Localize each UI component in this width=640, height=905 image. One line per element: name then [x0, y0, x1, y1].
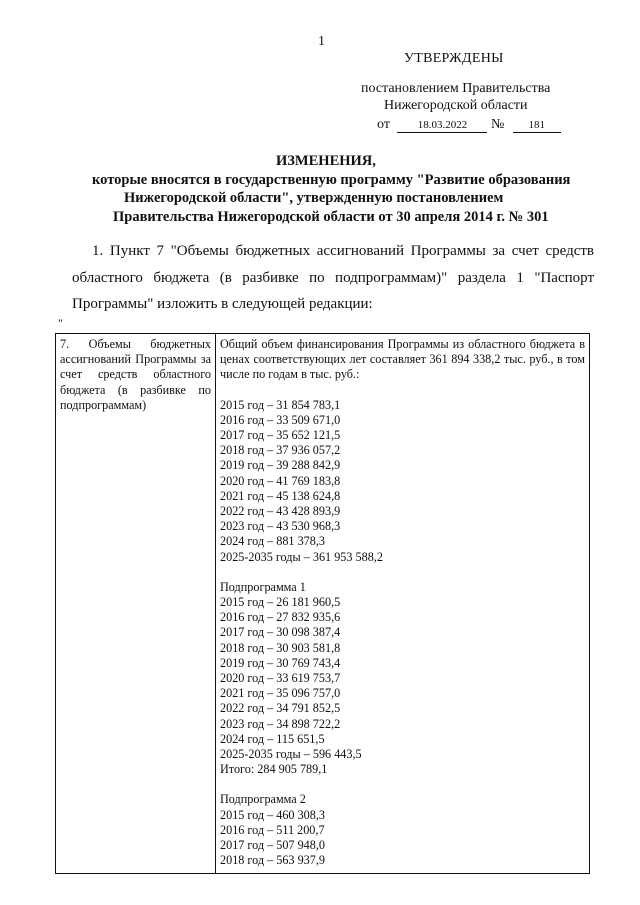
table-cell-funding — [216, 334, 590, 874]
funding-summary: Общий объем финансирования Программы из областного бюджета в ценах соответствующих лет составляет 361 894 338,2 тыс. руб., в том числе по годам в тыс. руб.: — [220, 337, 585, 382]
list-item: 2016 год – 511 200,7 — [220, 822, 325, 837]
list-item: 2020 год – 41 769 183,8 — [220, 473, 341, 488]
list-item: 2024 год – 881 378,3 — [220, 534, 325, 549]
list-item: 2019 год – 30 769 743,4 — [220, 655, 341, 670]
intro-paragraph: 1. Пункт 7 "Объемы бюджетных ассигнований Программы за счет средств областного бюджета (в разбивке по подпрограммам)" раздела 1 "Паспорт Программы" изложить в следующей редакции: — [72, 243, 594, 312]
title-line-2: которые вносятся в государственную программу "Развитие образования — [92, 171, 571, 188]
list-item: 2023 год – 34 898 722,2 — [220, 716, 341, 731]
list-item: 2016 год – 27 832 935,6 — [220, 610, 341, 625]
title-line-1: ИЗМЕНЕНИЯ, — [276, 153, 376, 169]
resolution-date: 18.03.2022 — [397, 119, 487, 133]
list-item: 2021 год – 35 096 757,0 — [220, 686, 341, 701]
table-row — [56, 334, 590, 874]
approval-stamp-title: УТВЕРЖДЕНЫ — [404, 51, 504, 66]
subprogram-1-years-list — [220, 595, 585, 762]
number-label: № — [490, 117, 505, 132]
from-label: от — [377, 117, 390, 132]
list-item: 2015 год – 460 308,3 — [220, 807, 325, 822]
title-line-4: Правительства Нижегородской области от 30 апреля 2014 г. № 301 — [113, 208, 549, 225]
page-number: 1 — [318, 34, 325, 49]
subprogram-1-title: Подпрограмма 1 — [220, 579, 306, 594]
list-item: 2020 год – 33 619 753,7 — [220, 671, 341, 686]
list-item: 2024 год – 115 651,5 — [220, 731, 325, 746]
total-years-list — [220, 398, 585, 565]
list-item: 2022 год – 43 428 893,9 — [220, 504, 341, 519]
list-item: 2015 год – 31 854 783,1 — [220, 397, 341, 412]
list-item: 2025-2035 годы – 596 443,5 — [220, 747, 362, 762]
list-item: 2015 год – 26 181 960,5 — [220, 595, 341, 610]
subprogram-1-total: Итого: 284 905 789,1 — [220, 762, 328, 777]
table-cell-item-name: 7. Объемы бюджетных ассигнований Программы за счет средств областного бюджета (в разбивке по подпрограммам) — [56, 334, 216, 874]
list-item: 2017 год – 507 948,0 — [220, 838, 325, 853]
program-passport-table — [55, 333, 590, 874]
subprogram-2-title: Подпрограмма 2 — [220, 792, 306, 807]
opening-quote-mark: " — [58, 316, 63, 330]
list-item: 2018 год – 563 937,9 — [220, 853, 325, 868]
list-item: 2018 год – 37 936 057,2 — [220, 443, 341, 458]
document-title — [60, 152, 620, 226]
list-item: 2018 год – 30 903 581,8 — [220, 640, 341, 655]
approval-block — [361, 80, 591, 133]
title-line-3: Нижегородской области", утвержденную постановлением — [124, 190, 504, 206]
list-item: 2017 год – 30 098 387,4 — [220, 625, 341, 640]
resolution-ref — [361, 116, 591, 133]
list-item: 2019 год – 39 288 842,9 — [220, 458, 341, 473]
list-item: 2016 год – 33 509 671,0 — [220, 412, 341, 427]
resolution-number: 181 — [513, 119, 561, 133]
approved-by-line2: Нижегородской области — [384, 98, 528, 113]
list-item: 2017 год – 35 652 121,5 — [220, 428, 341, 443]
list-item: 2022 год – 34 791 852,5 — [220, 701, 341, 716]
list-item: 2025-2035 годы – 361 953 588,2 — [220, 549, 383, 564]
list-item: 2023 год – 43 530 968,3 — [220, 519, 341, 534]
list-item: 2021 год – 45 138 624,8 — [220, 488, 341, 503]
subprogram-2-years-list — [220, 808, 585, 869]
approved-by-line1: постановлением Правительства — [361, 81, 551, 96]
